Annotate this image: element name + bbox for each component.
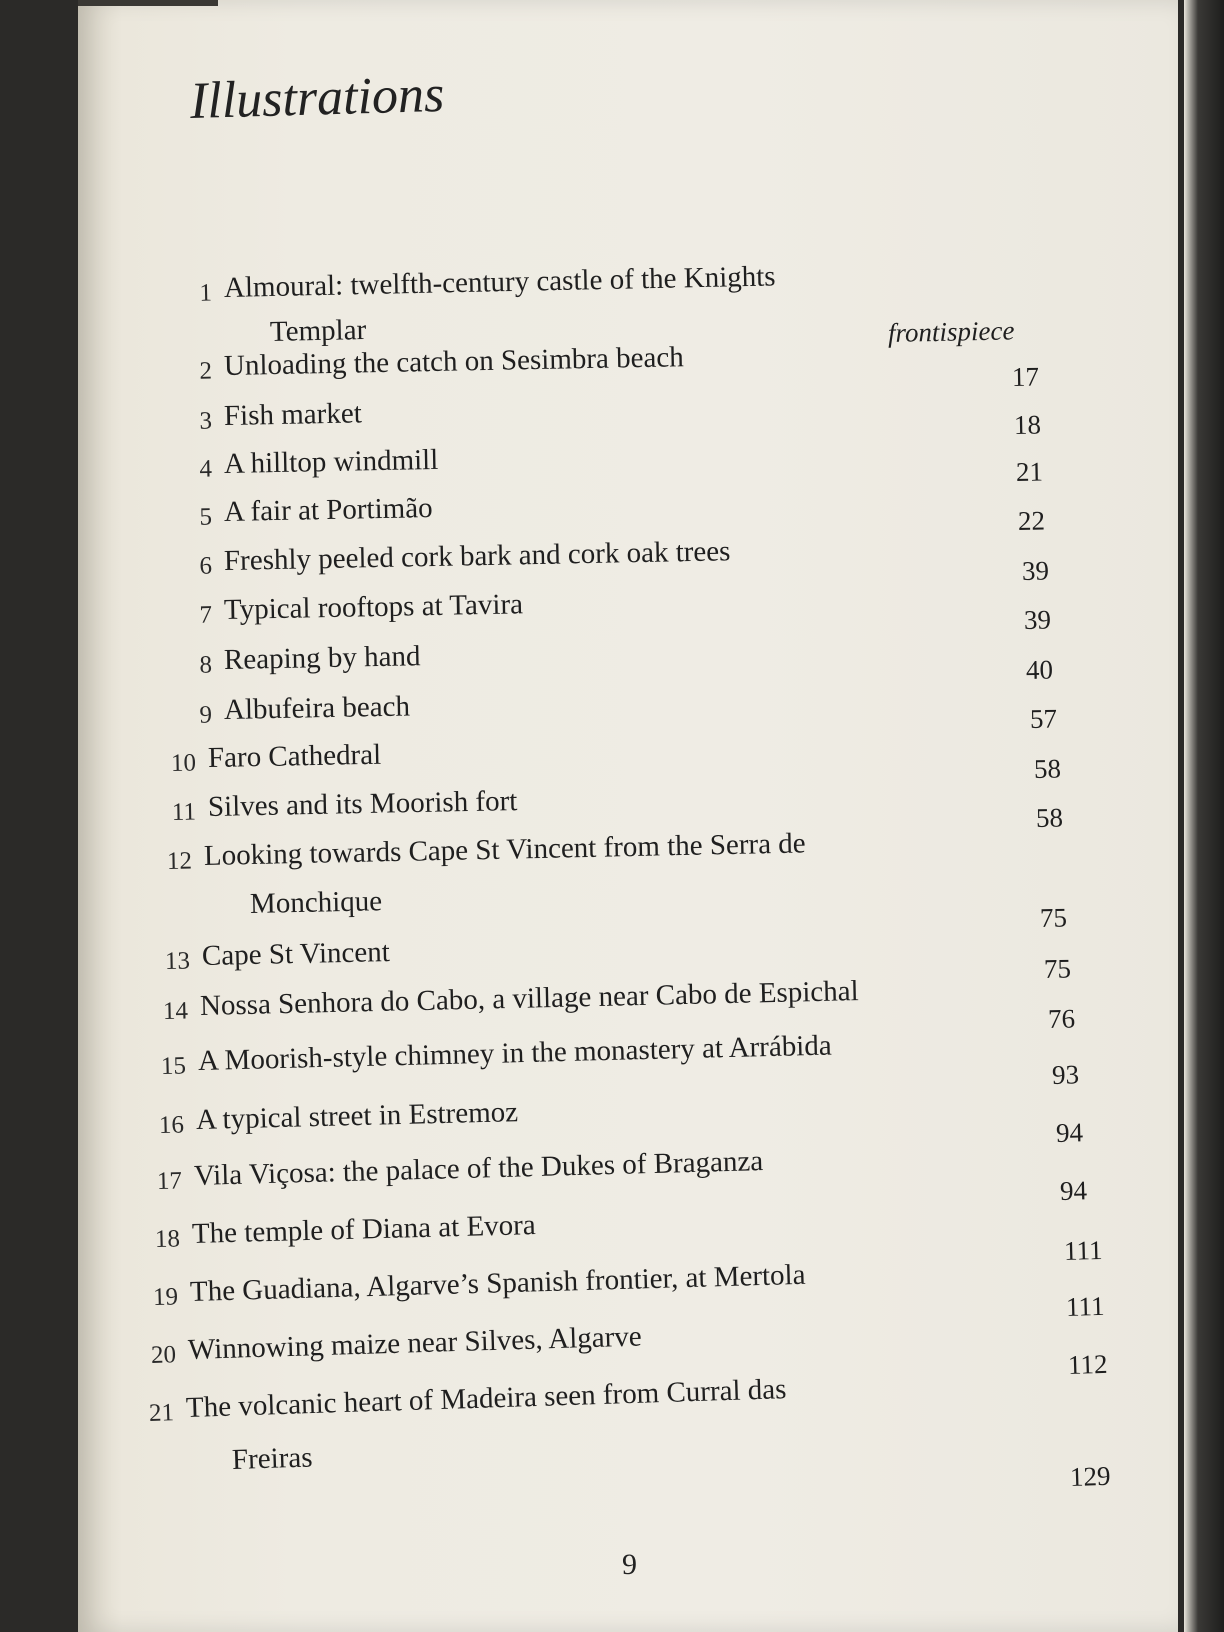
entry-caption: Faro Cathedral [207,738,382,774]
entry-page-number: 111 [1063,1234,1103,1266]
entry-caption: The volcanic heart of Madeira seen from Curral das [185,1373,787,1424]
entry-caption: The Guadiana, Algarve’s Spanish frontier, at Mertola [189,1258,806,1308]
entry-number: 20 [150,1341,177,1370]
entry-number: 2 [199,357,213,385]
entry-caption: Freshly peeled cork bark and cork oak trees [223,535,731,577]
entry-page-number: 39 [1023,604,1052,635]
entry-page-number: 21 [1015,456,1044,487]
entry-caption: Nossa Senhora do Cabo, a village near Cabo de Espichal [199,975,859,1022]
entry-number: 9 [199,701,213,729]
entry-page-number: 111 [1065,1290,1105,1322]
entry-number: 10 [170,749,197,778]
entry-page-number: 40 [1025,654,1054,685]
entry-number: 17 [156,1167,183,1196]
entry-page-number: 76 [1047,1003,1076,1034]
entry-caption: Unloading the catch on Sesimbra beach [223,341,685,382]
entry-caption: Albufeira beach [223,690,411,726]
entry-caption: The temple of Diana at Evora [191,1209,537,1250]
entry-caption-continued: Freiras [231,1441,313,1476]
entry-number: 21 [148,1399,175,1428]
entry-page-number: 57 [1029,703,1058,734]
entry-page-number: 94 [1059,1175,1088,1206]
entry-number: 4 [199,455,213,483]
entry-number: 13 [164,947,191,976]
page-title: Illustrations [189,65,445,130]
page-number: 9 [622,1548,637,1581]
entry-caption: A Moorish-style chimney in the monastery at Arrábida [197,1029,833,1077]
entry-page-number: 93 [1051,1059,1080,1090]
entry-page-number: frontispiece [887,315,1015,348]
entry-number: 11 [171,798,197,827]
entry-number: 14 [162,997,189,1026]
entry-caption-continued: Monchique [249,885,383,920]
entry-caption: Looking towards Cape St Vincent from the Serra de [203,827,806,872]
entry-page-number: 17 [1011,361,1040,392]
entry-number: 16 [158,1111,185,1140]
entry-caption: Cape St Vincent [201,936,391,972]
entry-number: 12 [166,847,193,876]
entry-number: 6 [199,552,213,580]
entry-number: 7 [199,601,213,629]
entry-number: 1 [199,279,213,307]
entry-page-number: 75 [1039,902,1068,933]
entry-page-number: 39 [1021,555,1050,586]
entry-caption: Typical rooftops at Tavira [223,588,524,626]
entry-caption: Almoural: twelfth-century castle of the Knights [223,260,776,304]
entry-page-number: 112 [1067,1348,1108,1380]
entry-caption: Fish market [223,397,363,432]
entry-page-number: 129 [1069,1460,1111,1492]
entry-number: 18 [154,1225,181,1254]
entry-number: 19 [152,1283,179,1312]
entry-page-number: 18 [1013,409,1042,440]
entry-number: 15 [160,1052,187,1081]
entry-page-number: 75 [1043,953,1072,984]
entry-page-number: 58 [1035,802,1064,833]
entry-page-number: 94 [1055,1117,1084,1148]
entry-caption-continued: Templar [269,313,367,348]
entry-number: 3 [199,407,213,435]
entry-number: 8 [199,651,213,679]
entry-number: 5 [199,503,213,531]
entry-page-number: 58 [1033,753,1062,784]
entry-caption: Silves and its Moorish fort [207,785,518,823]
entry-caption: A hilltop windmill [223,443,439,480]
entry-page-number: 22 [1017,505,1046,536]
entry-caption: A typical street in Estremoz [195,1096,519,1136]
entry-caption: A fair at Portimão [223,491,433,528]
entry-caption: Vila Viçosa: the palace of the Dukes of Braganza [193,1145,764,1192]
entry-caption: Winnowing maize near Silves, Algarve [187,1320,643,1366]
entry-caption: Reaping by hand [223,640,421,676]
